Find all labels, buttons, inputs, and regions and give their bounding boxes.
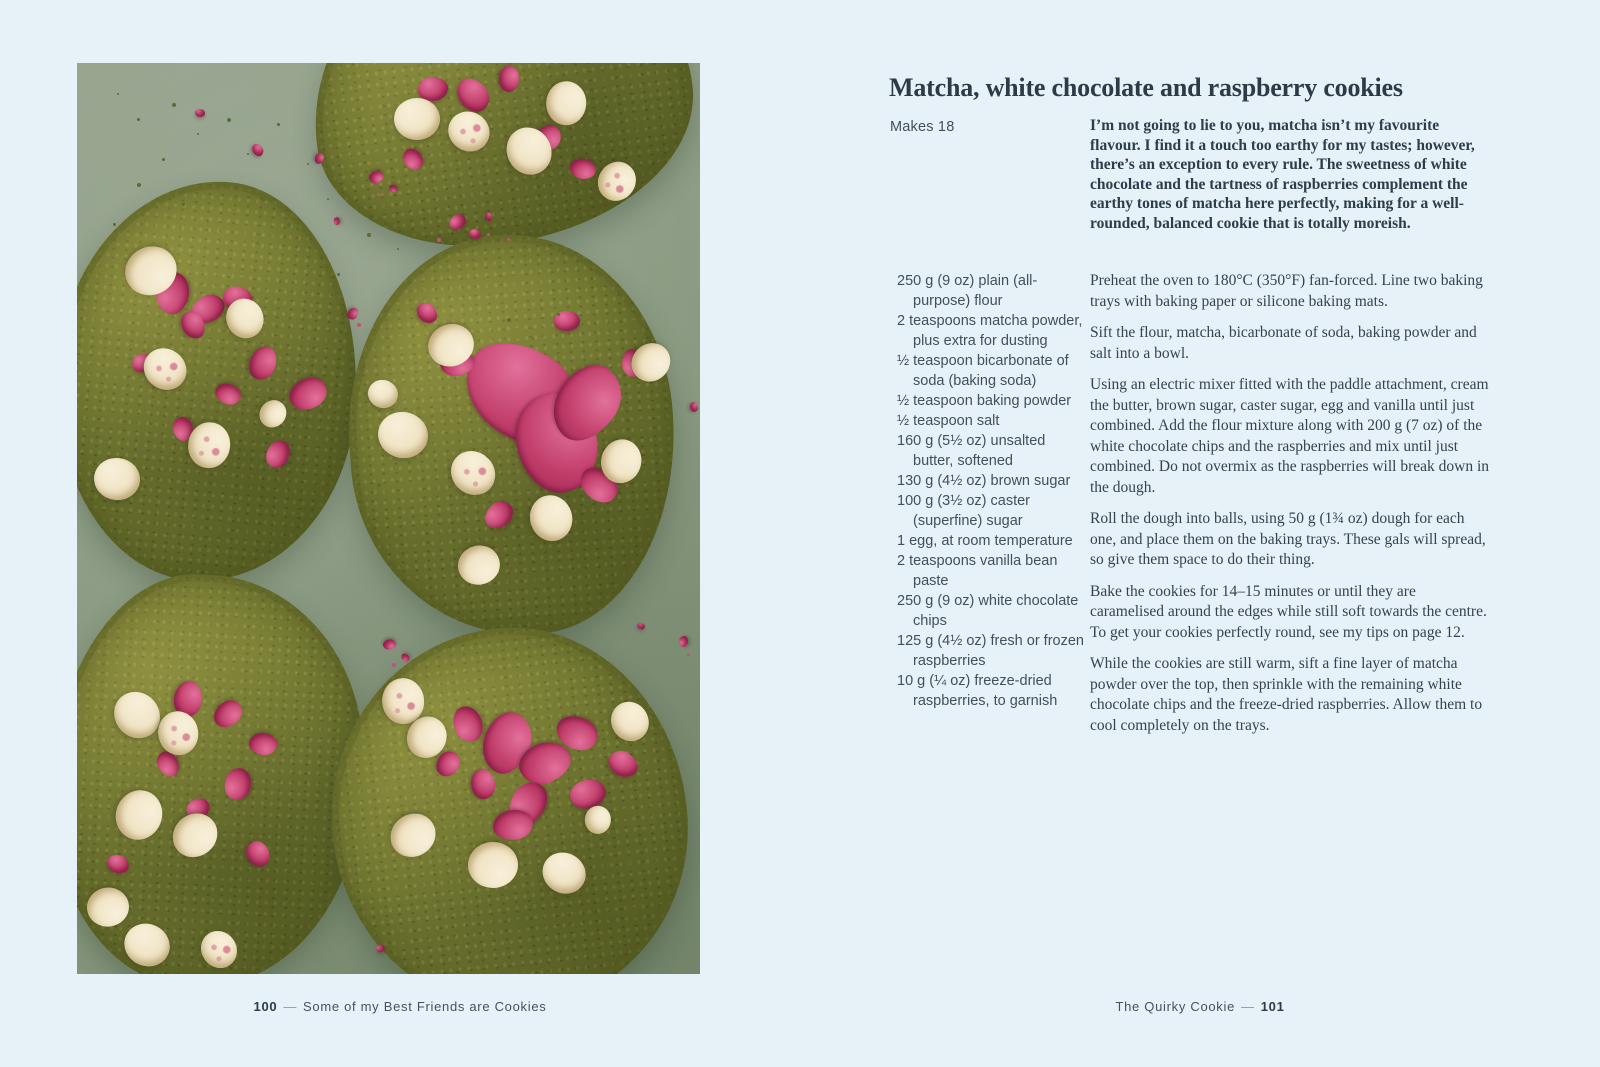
footer-dash: — [1241, 999, 1255, 1014]
raspberry-dust-speck [357, 323, 361, 327]
yield-label: Makes 18 [890, 119, 955, 135]
footer-left [0, 999, 800, 1017]
matcha-speck [532, 338, 534, 340]
matcha-speck [407, 508, 409, 510]
footer-section-title: Some of my Best Friends are Cookies [303, 999, 547, 1014]
matcha-speck [327, 198, 329, 200]
method-step: Preheat the oven to 180°C (350°F) fan-forced. Line two baking trays with baking paper or silicone baking mats. [1090, 272, 1483, 310]
matcha-speck [217, 183, 221, 187]
ingredient-item: ½ teaspoon baking powder [897, 393, 1072, 409]
white-chocolate-chip [394, 98, 440, 140]
method-step: Roll the dough into balls, using 50 g (1¾ oz) dough for each one, and place them on the baking trays. These gals will spread, so give them space to do their thing. [1090, 510, 1486, 568]
raspberry-crumb [679, 635, 689, 647]
raspberry-dust-speck [487, 233, 490, 236]
ingredient-item: 160 g (5½ oz) unsalted butter, softened [897, 433, 1046, 469]
matcha-speck [247, 153, 249, 155]
recipe-intro: I’m not going to lie to you, matcha isn’t my favourite flavour. I find it a touch too earthy for my tastes; however, there’s an exception to every rule. The sweetness of white chocolate and the tartness of raspberries complement the earthy tones of matcha here perfectly, making for a well-rounded, balanced cookie that is totally moreish. [1090, 117, 1475, 232]
matcha-speck [507, 318, 511, 322]
page-number: 101 [1260, 999, 1285, 1014]
method-steps [1090, 271, 1490, 747]
matcha-speck [277, 123, 280, 126]
matcha-speck [377, 483, 381, 487]
ingredient-item: 1 egg, at room temperature [897, 533, 1073, 549]
page-number: 100 [253, 999, 278, 1014]
raspberry-crumb [195, 109, 205, 117]
ingredient-item: 125 g (4½ oz) fresh or frozen raspberries [897, 633, 1084, 669]
matcha-speck [117, 93, 119, 95]
recipe-title: Matcha, white chocolate and raspberry cookies [889, 73, 1403, 103]
method-step: Bake the cookies for 14–15 minutes or until they are caramelised around the edges while still soft towards the centre. To get your cookies perfectly round, see my tips on page 12. [1090, 582, 1487, 641]
ingredient-item: 130 g (4½ oz) brown sugar [897, 473, 1071, 489]
footer-section-title: The Quirky Cookie [1115, 999, 1236, 1014]
ingredient-item: 250 g (9 oz) plain (all-purpose) flour [897, 273, 1038, 309]
footer-right [800, 999, 1600, 1017]
matcha-speck [137, 118, 140, 121]
raspberry-crumb [689, 401, 699, 413]
ingredient-item: ½ teaspoon salt [897, 413, 1000, 429]
ingredient-item: 2 teaspoons matcha powder, plus extra for dusting [897, 313, 1083, 349]
matcha-speck [182, 203, 185, 206]
method-step: Sift the flour, matcha, bicarbonate of soda, baking powder and salt into a bowl. [1090, 324, 1477, 362]
matcha-speck [227, 118, 231, 122]
matcha-speck [367, 233, 371, 237]
ingredient-item: ½ teaspoon bicarbonate of soda (baking soda) [897, 353, 1069, 389]
ingredient-item: 100 g (3½ oz) caster (superfine) sugar [897, 493, 1030, 529]
ingredient-item: 10 g (¼ oz) freeze-dried raspberries, to garnish [897, 673, 1058, 709]
raspberry-crumb [333, 217, 340, 226]
raspberry-crumb [249, 142, 265, 159]
matcha-speck [287, 223, 291, 227]
matcha-cookie [313, 610, 700, 974]
ingredients-list [897, 271, 1089, 711]
matcha-speck [337, 273, 340, 276]
matcha-speck [397, 248, 399, 250]
matcha-cookies-photo [77, 63, 700, 974]
raspberry-dust-speck [437, 238, 441, 242]
raspberry-dust-speck [687, 653, 690, 656]
ingredient-item: 250 g (9 oz) white chocolate chips [897, 593, 1079, 629]
matcha-cookie [77, 169, 374, 594]
raspberry-crumb [636, 622, 646, 631]
raspberry-dust-speck [377, 193, 380, 196]
raspberry-crumb [382, 638, 397, 650]
ingredient-item: 2 teaspoons vanilla bean paste [897, 553, 1058, 589]
matcha-speck [172, 103, 176, 107]
matcha-speck [557, 313, 560, 316]
footer-dash: — [283, 999, 298, 1014]
matcha-speck [262, 198, 265, 201]
raspberry-dust-speck [507, 238, 510, 241]
matcha-speck [162, 158, 165, 161]
method-step: While the cookies are still warm, sift a fine layer of matcha powder over the top, then sprinkle with the remaining white chocolate chips and the freeze-dried raspberries. Allow them to cool completely on the trays. [1090, 655, 1483, 734]
matcha-speck [137, 183, 141, 187]
raspberry-dust-speck [392, 663, 396, 667]
matcha-speck [113, 223, 116, 226]
matcha-speck [197, 133, 199, 135]
matcha-speck [307, 163, 309, 165]
method-step: Using an electric mixer fitted with the paddle attachment, cream the butter, brown sugar, caster sugar, egg and vanilla until just combined. Add the flour mixture along with 200 g (7 oz) of the white chocolate chips and the raspberries and mix until just combined. Do not overmix as the raspberries will break down in the dough. [1090, 376, 1490, 496]
